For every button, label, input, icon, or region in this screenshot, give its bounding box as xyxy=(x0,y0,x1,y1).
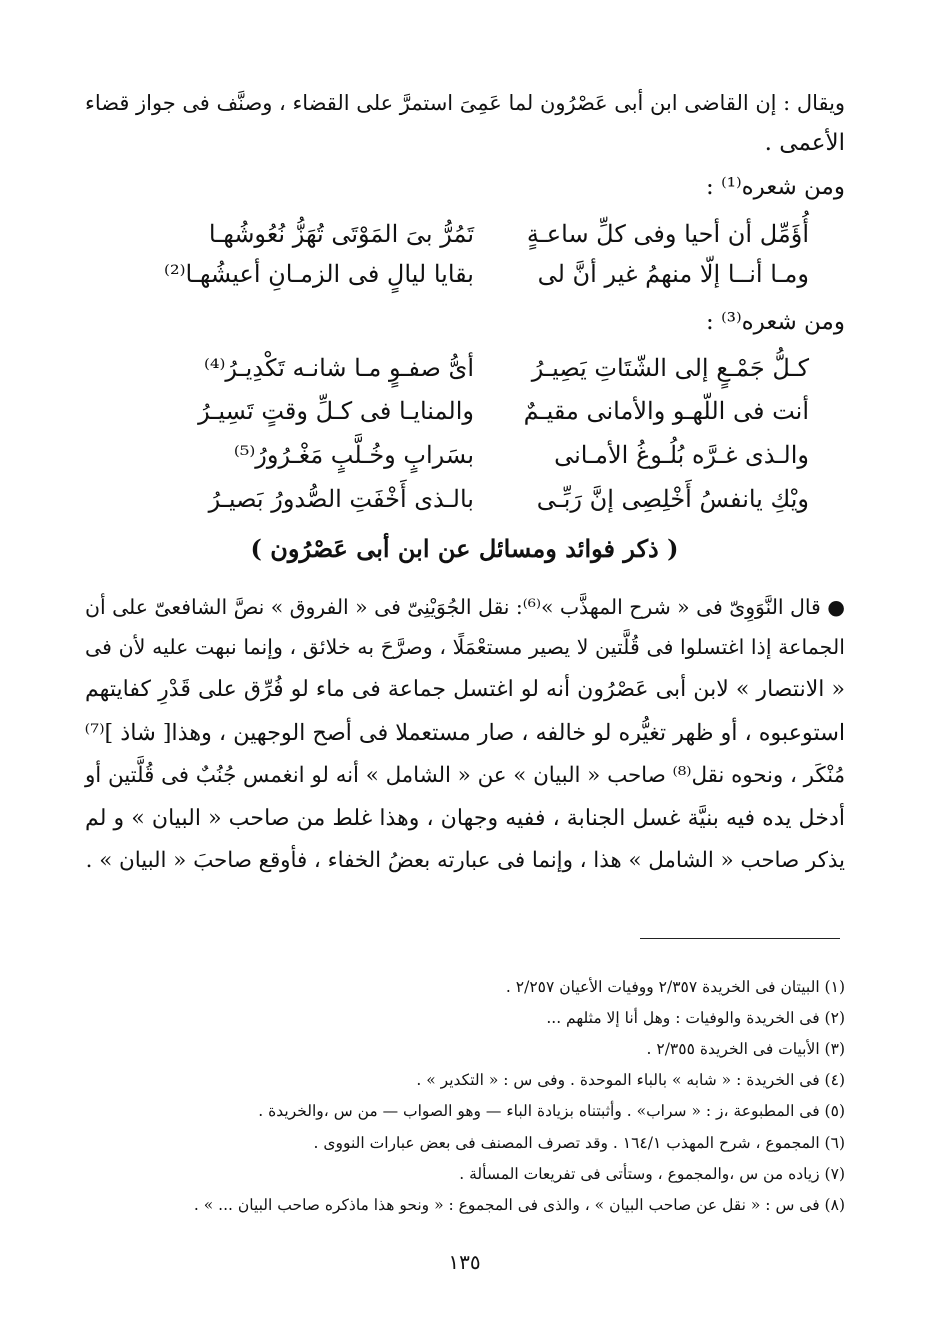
poem2-verse2-right: أنت فى اللّهـو والأمانى مقيـمٌ xyxy=(523,397,809,425)
body-line-6: أدخل يده فيه بنيَّة غسل الجنابة ، ففيه وجهان ، وهذا غلط من صاحب « البيان » و لم xyxy=(85,805,845,831)
section-heading: ( ذكر فوائد ومسائل عن ابن أبى عَصْرُون ) xyxy=(250,534,679,563)
poem2-verse1-right: كـلُّ جَمْـعٍ إلى الشّتَاتِ يَصِيـرُ xyxy=(531,354,809,382)
footnote-2: (٢) فى الخريدة والوفيات : وهل أنا إلا مثلهم ... xyxy=(546,1009,845,1027)
footnote-8: (٨) فى س : « نقل عن صاحب البيان » ، والذى فى المجموع : « ونحو هذا ماذكره صاحب البيان ... » . xyxy=(193,1196,845,1214)
poem2-label: ومن شعره⁽³⁾ : xyxy=(706,309,845,335)
poem1-verse2-right: ومـا أنــا إلّا منهمُ غير أنَّ لى xyxy=(537,260,809,288)
footnote-5: (٥) فى المطبوعة ،ز : « سراب» . وأثبتناه بزيادة الباء — وهو الصواب — من س ،والخريدة . xyxy=(258,1102,845,1120)
body-line-4: استوعبوه ، أو ظهر تغيُّره لو خالفه ، صار مستعملا فى أصح الوجهين ، وهذا[ شاذ ]⁽⁷⁾ xyxy=(84,720,845,746)
intro-line-2: الأعمى . xyxy=(764,130,845,156)
page-number: ١٣٥ xyxy=(448,1250,481,1274)
body-line-5: مُنْكَر ، ونحوه نقل⁽⁸⁾ صاحب « البيان » عن « الشامل » أنه لو انغمس جُنُبٌ فى قُلَّتين أو xyxy=(85,763,845,788)
poem2-verse1-left: أىُّ صفـوٍ مـا شانـه تَكْدِيـرُ⁽⁴⁾ xyxy=(203,354,474,382)
poem1-label: ومن شعره⁽¹⁾ : xyxy=(706,174,845,200)
intro-line-1: ويقال : إن القاضى ابن أبى عَصْرُون لما عَمِىَ استمرَّ على القضاء ، وصنَّف فى جواز قضاء xyxy=(85,91,845,115)
poem1-verse1-left: تَمُرُّ بىَ المَوْتَى تُهَزُّ نُعُوشُهـا xyxy=(208,220,474,248)
footnote-4: (٤) فى الخريدة : « شابه » بالباء الموحدة . وفى س : « التكدير » . xyxy=(416,1071,845,1089)
footnote-6: (٦) المجموع ، شرح المهذب ١٦٤/١ . وقد تصرف المصنف فى بعض عبارات النووى . xyxy=(313,1134,845,1152)
poem2-verse4-left: بالـذى أَخْفَتِ الصُّدورُ بَصيـرُ xyxy=(208,485,474,513)
poem2-verse3-right: والـذى غـرَّه بُلُـوغُ الأمـانى xyxy=(554,441,809,469)
poem1-verse1-right: أُؤَمِّل أن أحيا وفى كلِّ ساعـةٍ xyxy=(526,220,809,248)
body-line-3: « الانتصار » لابن أبى عَصْرُون أنه لو اغتسل جماعة فى ماء لو فُرِّق على قَدْرِ كفايتهم xyxy=(85,677,845,702)
body-line-2: الجماعة إذا اغتسلوا فى قُلَّتين لا يصير مستعْمَلًا ، وصرَّحَ به خلائق ، وإنما نبهت عليه لأن فى xyxy=(85,635,845,659)
footnote-separator xyxy=(640,938,840,939)
poem2-verse2-left: والمنايـا فى كـلِّ وقتٍ تَسِيـرُ xyxy=(198,397,474,425)
footnote-1: (١) البيتان فى الخريدة ٢/٣٥٧ ووفيات الأعيان ٢/٢٥٧ . xyxy=(505,978,845,996)
body-line-7: يذكر صاحب « الشامل » هذا ، وإنما فى عبارته بعضُ الخفاء ، فأوقع صاحبَ « البيان » . xyxy=(85,848,845,873)
poem1-verse2-left: بقايا ليالٍ فى الزمـانِ أعيشُهـا⁽²⁾ xyxy=(164,260,474,288)
poem2-verse3-left: بسَرابٍ وخُـلَّبٍ مَغْـرُورُ⁽⁵⁾ xyxy=(233,441,474,469)
footnote-7: (٧) زياده من س ،والمجموع ، وستأتى فى تفريعات المسألة . xyxy=(459,1165,845,1183)
body-line-1: ● قال النَّوَوِىّ فى « شرح المهذَّب »⁽⁶⁾: نقل الجُوَيْنِىّ فى « الفروق » نصَّ الشافعىّ على أن xyxy=(85,595,846,619)
poem2-verse4-right: ويْكِ يانفسُ أَخْلِصِى إنَّ رَبِّـى xyxy=(536,485,809,513)
footnote-3: (٣) الأبيات فى الخريدة ٢/٣٥٥ . xyxy=(646,1040,845,1058)
